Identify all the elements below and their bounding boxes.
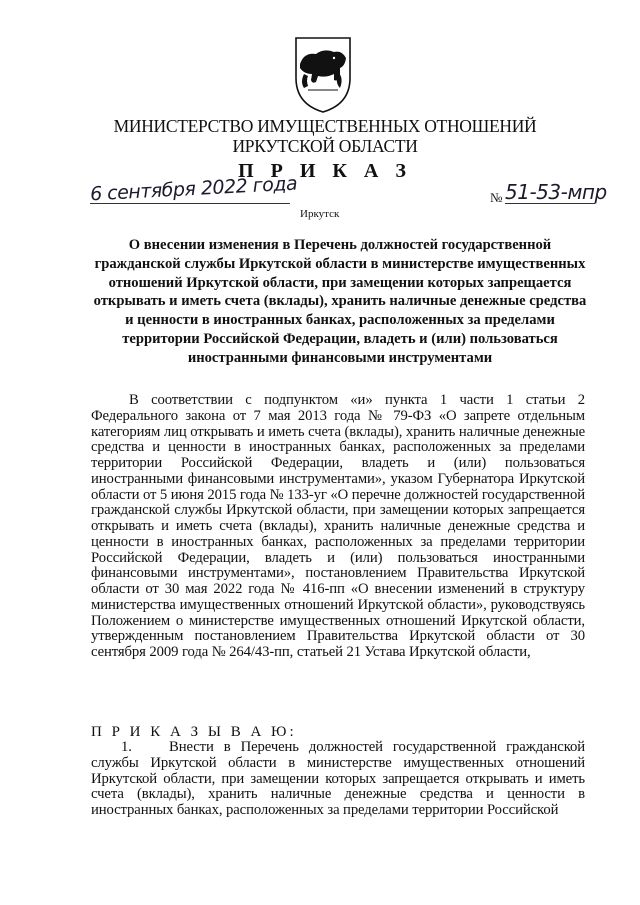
ministry-name	[60, 116, 590, 156]
order-word: П Р И К А З Ы В А Ю:	[91, 724, 297, 740]
date-underline	[90, 203, 290, 204]
order-heading: О внесении изменения в Перечень должностей государственной гражданской службы Иркутской области в министерстве имущественных отношений Иркутской области, при замещении которых запрещается открывать и иметь счета (вклады), хранить наличные денежные средства и ценности в иностранных банках, расположенных за пределами территории Российской Федерации, владеть и (или) пользоваться иностранными финансовыми инструментами	[93, 237, 587, 366]
number-underline	[505, 203, 595, 204]
number-prefix: №	[490, 190, 503, 205]
order-item-1	[91, 740, 585, 819]
ministry-line-1: МИНИСТЕРСТВО ИМУЩЕСТВЕННЫХ ОТНОШЕНИЙ	[113, 116, 537, 136]
ministry-line-2: ИРКУТСКОЙ ОБЛАСТИ	[232, 136, 418, 156]
irkutsk-babr-emblem-icon	[290, 34, 356, 114]
order-item-text: Внести в Перечень должностей государственной гражданской службы Иркутской области в министерстве имущественных отношений Иркутской области, при замещении которых запрещается открывать и иметь счета (вклады), хранить наличные денежные средства и ценности в иностранных банках, расположенных за пределами территории Российской	[91, 739, 585, 818]
document-type: П Р И К А З	[238, 160, 412, 182]
city-name: Иркутск	[300, 208, 340, 220]
handwritten-date: 6 сентября 2022 года	[89, 172, 298, 206]
handwritten-number: 51-53-мпр	[505, 180, 607, 204]
order-item-number: 1.	[121, 739, 132, 755]
preamble-paragraph: В соответствии с подпунктом «и» пункта 1 части 1 статьи 2 Федерального закона от 7 мая 2013 года № 79-ФЗ «О запрете отдельным категориям лиц открывать и иметь счета (вклады), хранить наличные денежные средства и ценности в иностранных банках, расположенных за пределами территории Российской Федерации, владеть и (или) пользоваться иностранными финансовыми инструментами», указом Губернатора Иркутской области от 5 июня 2015 года № 133-уг «О перечне должностей государственной гражданской службы Иркутской области, при замещении которых запрещается открывать и иметь счета (вклады), хранить наличные денежные средства и ценности в иностранных банках, расположенных за пределами территории Российской Федерации, владеть и (или) пользоваться иностранными финансовыми инструментами», постановлением Правительства Иркутской области от 30 мая 2022 года № 416-пп «О внесении изменений в структуру министерства имущественных отношений Иркутской области», руководствуясь Положением о министерстве имущественных отношений Иркутской области, утвержденным постановлением Правительства Иркутской области от 30 сентября 2009 года № 264/43-пп, статьей 21 Устава Иркутской области,	[91, 392, 585, 660]
